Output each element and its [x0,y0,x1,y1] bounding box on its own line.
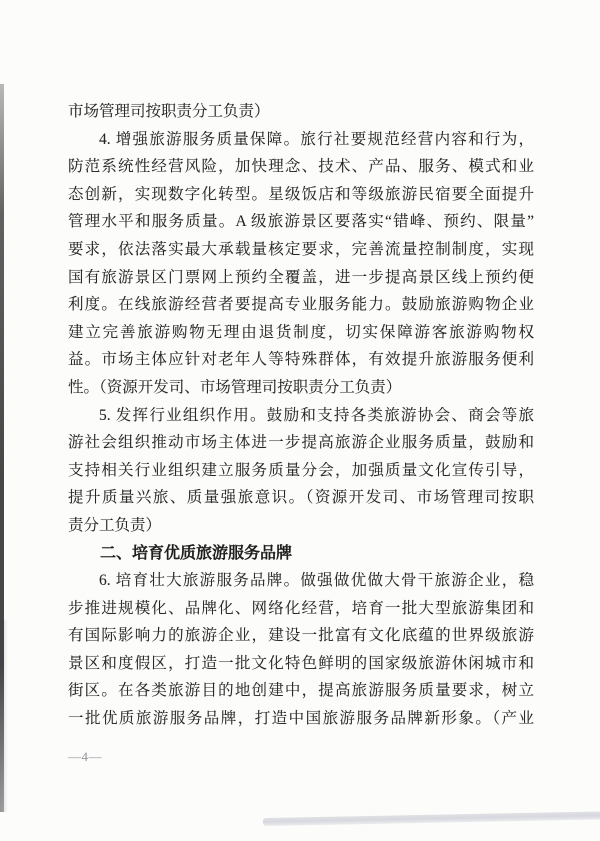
text-line: 支持相关行业组织建立服务质量分会，加强质量文化宣传引导， [68,461,534,479]
text-line: 有国际影响力的旅游企业，建设一批富有文化底蕴的世界级旅游 [68,627,534,645]
text-line: 管理水平和服务质量。A 级旅游景区要落实“错峰、预约、限量” [68,213,534,231]
text-line: 步推进规模化、品牌化、网络化经营，培育一批大型旅游集团和 [68,599,534,617]
text-line: 6. 培育壮大旅游服务品牌。做强做优做大骨干旅游企业，稳 [99,572,534,590]
text-line: 性。（资源开发司、市场管理司按职责分工负责） [68,378,402,396]
text-line: 提升质量兴旅、质量强旅意识。（资源开发司、市场管理司按职 [68,489,534,507]
scan-artifact-left-edge [0,84,4,812]
text-line: 益。市场主体应针对老年人等特殊群体，有效提升旅游服务便利 [68,351,534,369]
text-line: 市场管理司按职责分工负责） [68,103,270,120]
text-line: 景区和度假区，打造一批文化特色鲜明的国家级旅游休闲城市和 [68,654,534,672]
section-heading: 二、培育优质旅游服务品牌 [100,544,293,562]
text-line: 5. 发挥行业组织作用。鼓励和支持各类旅游协会、商会等旅 [99,406,534,424]
scan-artifact-bottom-streak [263,811,600,826]
text-line: 要求，依法落实最大承载量核定要求，完善流量控制制度，实现 [68,240,534,258]
text-line: 国有旅游景区门票网上预约全覆盖，进一步提高景区线上预约便 [68,268,534,286]
text-line: 游社会组织推动市场主体进一步提高旅游企业服务质量，鼓励和 [68,434,534,452]
text-line: 利度。在线旅游经营者要提高专业服务能力。鼓励旅游购物企业 [68,296,534,314]
text-line: 一批优质旅游服务品牌，打造中国旅游服务品牌新形象。（产业 [68,710,534,728]
document-body [68,98,534,733]
text-line: 态创新，实现数字化转型。星级饭店和等级旅游民宿要全面提升 [68,185,534,203]
text-line: 防范系统性经营风险，加快理念、技术、产品、服务、模式和业 [68,158,534,176]
text-line: 建立完善旅游购物无理由退货制度，切实保障游客旅游购物权 [68,323,534,341]
text-line: 街区。在各类旅游目的地创建中，提高旅游服务质量要求，树立 [68,682,534,700]
text-line: 4. 增强旅游服务质量保障。旅行社要规范经营内容和行为， [99,130,534,148]
text-line: 责分工负责） [68,516,162,534]
page-number: —4— [68,749,102,764]
